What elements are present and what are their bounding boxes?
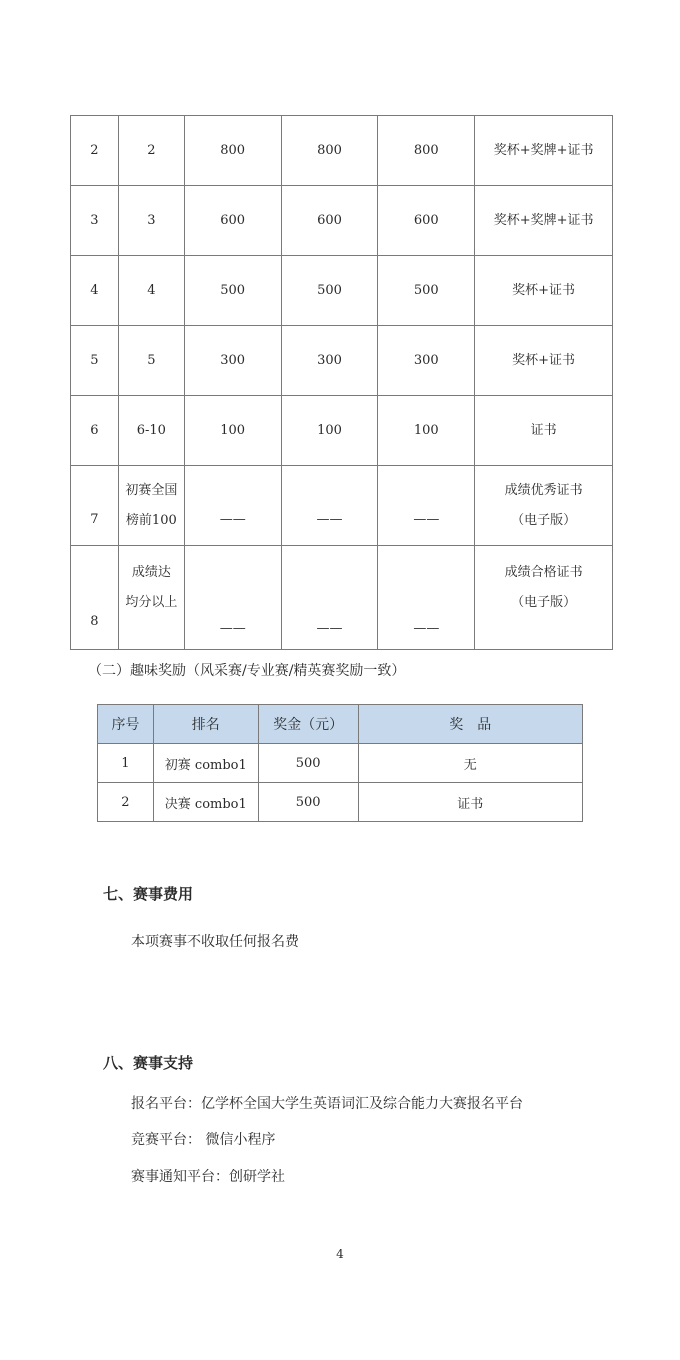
amount-cell: —— xyxy=(378,466,475,546)
amount-cell: 800 xyxy=(184,116,281,186)
amount-cell: —— xyxy=(281,466,378,546)
prize-cell xyxy=(475,466,613,546)
prize-cell: 奖杯+奖牌+证书 xyxy=(475,116,613,186)
rank-cell: 5 xyxy=(118,326,184,396)
table-row xyxy=(98,744,583,783)
prize-cell xyxy=(475,546,613,650)
rank-cell: 决赛 combo1 xyxy=(153,783,258,822)
table-row xyxy=(71,186,613,256)
row-number: 5 xyxy=(71,326,119,396)
table-header-row xyxy=(98,705,583,744)
money-cell: 500 xyxy=(258,783,358,822)
amount-cell: 100 xyxy=(281,396,378,466)
row-number: 2 xyxy=(98,783,154,822)
table-row xyxy=(71,256,613,326)
amount-cell: 800 xyxy=(281,116,378,186)
rank-cell xyxy=(118,546,184,650)
amount-cell: 600 xyxy=(184,186,281,256)
amount-cell: 100 xyxy=(378,396,475,466)
page-number: 4 xyxy=(336,1247,344,1261)
amount-cell: 300 xyxy=(378,326,475,396)
amount-cell: 500 xyxy=(378,256,475,326)
row-number: 8 xyxy=(71,546,119,650)
section7-text: 本项赛事不收取任何报名费 xyxy=(131,934,299,950)
rank-line: 榜前100 xyxy=(125,512,177,528)
row-number: 1 xyxy=(98,744,154,783)
prize-cell: 奖杯+奖牌+证书 xyxy=(475,186,613,256)
fun-award-table xyxy=(97,704,583,822)
table-row xyxy=(71,326,613,396)
amount-cell: 600 xyxy=(378,186,475,256)
header-prize: 奖 品 xyxy=(358,705,582,744)
amount-cell: —— xyxy=(184,466,281,546)
prize-cell: 奖杯+证书 xyxy=(475,326,613,396)
money-cell: 500 xyxy=(258,744,358,783)
section7-heading: 七、赛事费用 xyxy=(103,885,194,903)
prize-cell: 证书 xyxy=(358,783,582,822)
row-number: 4 xyxy=(71,256,119,326)
rank-line: 初赛全国 xyxy=(125,482,178,498)
amount-cell: 500 xyxy=(281,256,378,326)
prize-line: 成绩优秀证书 xyxy=(504,482,583,498)
header-no: 序号 xyxy=(98,705,154,744)
header-rank: 排名 xyxy=(153,705,258,744)
amount-cell: —— xyxy=(281,546,378,650)
amount-cell: 500 xyxy=(184,256,281,326)
prize-table xyxy=(70,115,613,650)
table-row xyxy=(71,466,613,546)
amount-cell: 300 xyxy=(281,326,378,396)
table-row xyxy=(71,116,613,186)
row-number: 3 xyxy=(71,186,119,256)
section8-line: 报名平台：亿学杯全国大学生英语词汇及综合能力大赛报名平台 xyxy=(131,1096,523,1112)
rank-cell: 初赛 combo1 xyxy=(153,744,258,783)
prize-cell: 无 xyxy=(358,744,582,783)
amount-cell: —— xyxy=(184,546,281,650)
prize-cell: 奖杯+证书 xyxy=(475,256,613,326)
amount-cell: —— xyxy=(378,546,475,650)
rank-cell xyxy=(118,466,184,546)
prize-cell: 证书 xyxy=(475,396,613,466)
table-row xyxy=(71,546,613,650)
prize-line: 成绩合格证书 xyxy=(504,565,583,580)
section8-line: 赛事通知平台：创研学社 xyxy=(131,1169,285,1185)
header-money: 奖金（元） xyxy=(258,705,358,744)
row-number: 2 xyxy=(71,116,119,186)
section8-line: 竞赛平台： 微信小程序 xyxy=(131,1132,276,1148)
row-number: 7 xyxy=(71,466,119,546)
rank-cell: 2 xyxy=(118,116,184,186)
rank-line: 成绩达 xyxy=(131,565,171,580)
prize-line: （电子版） xyxy=(511,512,577,528)
rank-line: 均分以上 xyxy=(125,595,178,610)
amount-cell: 600 xyxy=(281,186,378,256)
prize-line: （电子版） xyxy=(511,595,577,610)
section8-heading: 八、赛事支持 xyxy=(103,1054,194,1072)
row-number: 6 xyxy=(71,396,119,466)
rank-cell: 4 xyxy=(118,256,184,326)
rank-cell: 6-10 xyxy=(118,396,184,466)
amount-cell: 300 xyxy=(184,326,281,396)
table-row xyxy=(98,783,583,822)
amount-cell: 100 xyxy=(184,396,281,466)
table-row xyxy=(71,396,613,466)
fun-award-subheading: （二）趣味奖励（风采赛/专业赛/精英赛奖励一致） xyxy=(88,663,406,679)
amount-cell: 800 xyxy=(378,116,475,186)
rank-cell: 3 xyxy=(118,186,184,256)
